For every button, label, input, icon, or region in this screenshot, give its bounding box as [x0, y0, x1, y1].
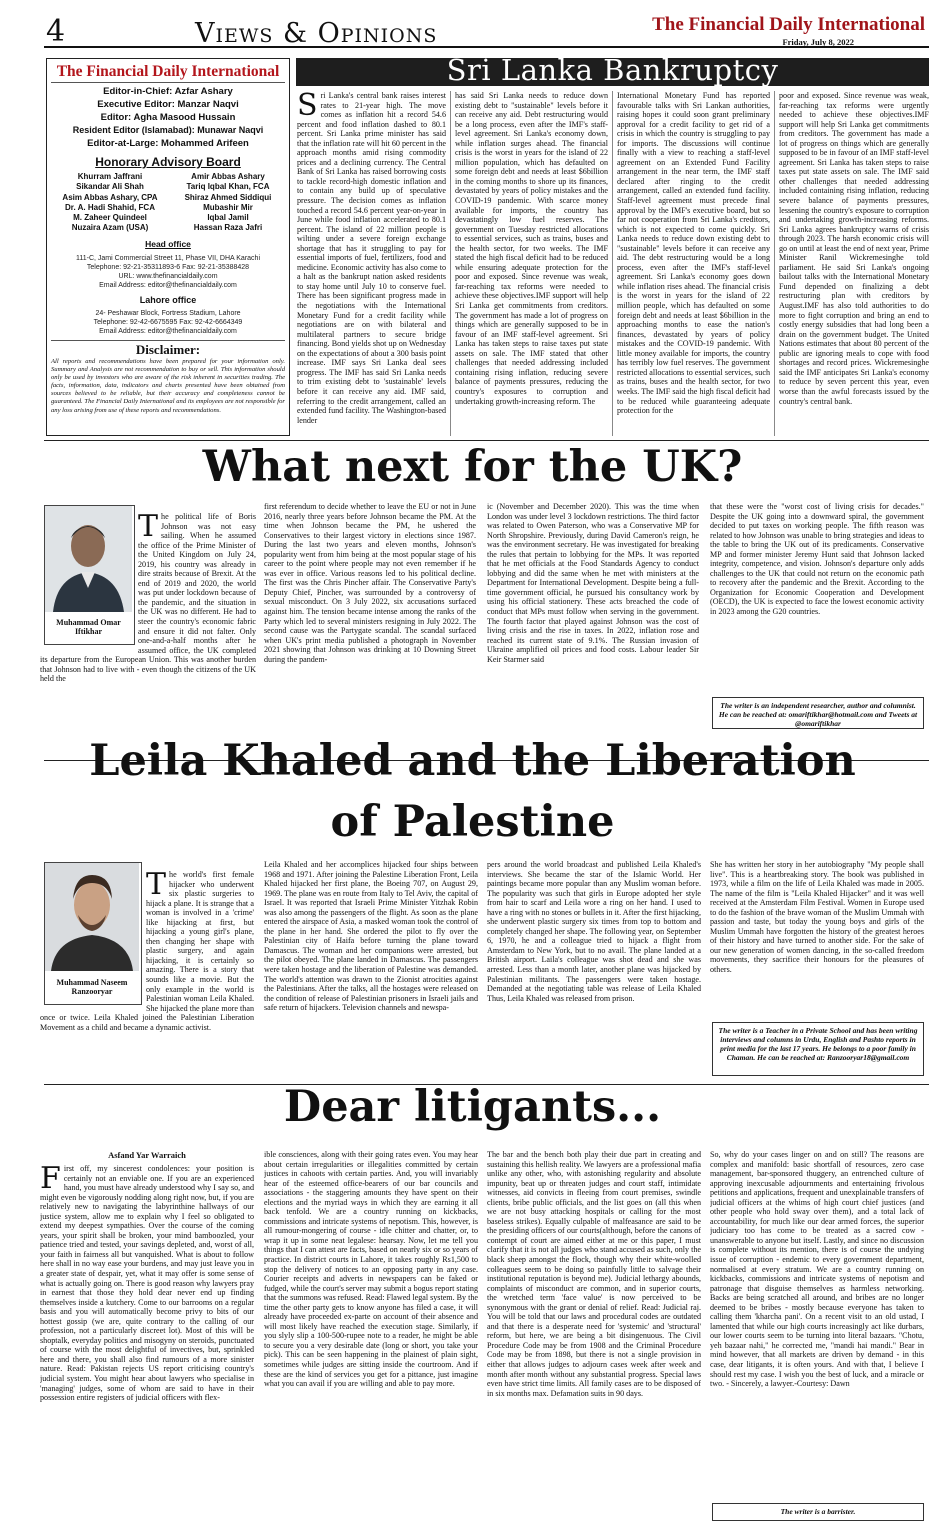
masthead-staff	[47, 85, 289, 150]
header-paper-name: The Financial Daily International	[652, 14, 925, 35]
board-member: Dr. A. Hadi Shahid, FCA	[65, 202, 155, 212]
disclaimer-title: Disclaimer:	[135, 342, 201, 357]
address-line: Email Address: editor@thefinancialdaily.com	[99, 328, 237, 335]
advisory-board-title: Honorary Advisory Board	[95, 155, 241, 169]
staff-line: Resident Editor (Islamabad): Munawar Naqvi	[72, 125, 264, 135]
address-line: Telephone: 92-21-35311893-6 Fax: 92-21-35388428	[86, 264, 250, 271]
dropcap: S	[297, 91, 318, 123]
litigants-column-2: ible consciences, along with their going rates even. You may hear about certain irregularities or illegalities committed by certain justices in cahoots with certain parties. And, you will invariably hear of the esteemed office-bearers of our bar councils and associations - the staggering amounts they have spent on their elections and the myriad ways in which they are earning it all back tenfold. We are a country running on kickbacks, commissions and intricate systems of nepotism. This, however, is all rumour-mongering of course - idle chitter and chatter, or, to wrap it up in some neat legalese: hearsay. Now, let me tell you things that I can attest are facts, based on nearly six or so years of practice. In district courts in Lahore, it takes roughly Rs1,500 to stop the delivery of notices to an opposing party in any case. Courier receipts and adverts in newspapers can be faked or fudged, while the court's server may submit a bogus report stating that the summons was refused. Read: Flawed legal system. By the time the other party gets to know anyone has filed a case, it will already have proceeded ex-parte on account of their absence and will most likely have reached the execution stage. Similarly, if you slyly slip a 100-500-rupee note to a reader, he might be able to secure you a very desirable date (long or short, you take your pick). This can be seen happening in the plainest of plain sight, sometimes while judges are sitting inside the courtroom. And if these are the kind of services you get for a pittance, just imagine what you can avail if you are willing and able to pay more.	[264, 1150, 478, 1389]
leila-column-3: pers around the world broadcast and published Leila Khaled's interviews. She became the star of the Islamic World. Her paintings became more popular than any Muslim woman before. The popularity was such that girls in Europe adopted her style from hair to scarf and Leila wore a ring on her hand. I used to have a ring with no stones or bullets in it. After the first hijacking, she underwent plastic surgery six times from top to bottom and completely changed her shape. The following year, on September 6, 1970, he and a colleague tried to hijack a flight from Amsterdam to New York, but to no avail. The plane landed at a British airport. Laila's colleague was shot dead and she was arrested. Less than a month later, another plane was hijacked by Palestinian militants. The passengers were taken hostage. Demanded at the negotiating table was release of Leila Khaled Thus, Leila Khaled was released from prison.	[487, 860, 701, 1003]
author-name: Muhammad Naseem Ranzooryar	[56, 978, 128, 997]
board-member: Mubashir Mir	[203, 202, 253, 212]
board-member: Hassan Raza Jafri	[193, 223, 263, 233]
column-rule	[774, 91, 775, 436]
board-member: Amir Abbas Ashary	[191, 172, 265, 181]
divider	[51, 340, 285, 341]
srilanka-column-1	[297, 91, 446, 436]
board-member: Asim Abbas Ashary, CPA	[62, 192, 158, 202]
litigants-author: Asfand Yar Warraich	[108, 1150, 186, 1160]
photo-spacer	[40, 512, 138, 650]
leila-column-1-text: he world's first female hijacker who underwent six plastic surgeries to hijack a plane. It is strange that a woman is involved in a 'crime' like hijacking at first, but hijacking a young girl's plane, then changing her shape with plastic surgery, and again hijacking, it is certainly so amazing. There is a story that sounds like a movie. But the only example in the world is Palestinian woman Leila Khaled. She hijacked the plane more than once or twice. Leila Khaled joined the Palestinian Liberation Movement as a child and became a dynamic activist.	[40, 870, 254, 1032]
uk-column-4: that these were the "worst cost of living crisis for decades." Despite the UK going into a downward spiral, the government decided to put taxes on working people. The fifth reason was related to how Johnson was unable to bring strategies and ideas to the table to bring the UK out of its predicaments. Conservative MP and former minister Jeremy Hunt said that Johnson lacked integrity, competence, and vision. Johnson's departure only adds challenges to the UK that could not return on the economic path to recovery after the pandemic and the Brexit. According to the Organization for Economic Cooperation and Development (OECD), the UK is expected to face the lowest economic activity in 2023 among the G20 countries.	[710, 502, 924, 617]
lahore-office-title: Lahore office	[139, 295, 197, 305]
dropcap: T	[138, 512, 159, 544]
header-date: Friday, July 8, 2022	[782, 37, 854, 47]
board-member: Tariq Iqbal Khan, FCA	[186, 182, 270, 192]
srilanka-column-2: has said Sri Lanka needs to reduce down existing debt to "sustainable" levels before it can receive any aid. Debt restructuring would be a long process, even after the IMF's staff-level agreement. Sri Lanka's economy down, while inflation surges ahead. The financial crisis is the worst in years for the island of 22 million population, which has defaulted on some foreign debt and needs at least $6billion in the coming months to shore up its finances, devastated by years of policy mistakes and the COVID-19 pandemic. With scarce money available for imports, the country has devastatingly low fuel reserves. The government on Tuesday restricted allocations to essential services, such as trains, buses and the health sector, for two weeks. The IMF stated the high fiscal deficit had to be reduced while ensuring adequate protection for the poor and exposed. Since revenue was weak, far-reaching tax reforms were needed to achieve these objectives.IMF support will help Sri Lanka get commitments from creditors. The government has made a lot of progress on things which are generally supposed to be in favour of an IMF staff-level agreement. Sri Lanka has taken steps to raise taxes put state assets on sale. The IMF stated that other challenges that needed addressing included containing rising inflation, reducing severe balance of payments pressures, reducing the country's exposures to corruption and undertaking growth-increasing reform. The	[455, 91, 608, 406]
column-rule	[450, 91, 451, 436]
address-line: Telephone: 92-42-6675595 Fax: 92-42-6664349	[93, 319, 243, 326]
section-rule	[44, 440, 929, 441]
advisory-board-right	[169, 172, 287, 234]
litigants-column-1	[40, 1164, 254, 1522]
disclaimer-text: All reports and recommendations have been prepared for your information only. Summary and Analysis are not recommendation to buy or sell. This information should only be used by investors who are aware of the risk inherent in securities trading. The facts, information, data, indicators and charts presented have been obtained from sources believed to be reliable, but their accuracy and completeness cannot be guaranteed. The Financial Daily International and its employees are not responsible for any loss arising from use of these reports and recommendations.	[51, 358, 285, 414]
section-title: Views & Opinions	[195, 18, 438, 49]
board-member: Shiraz Ahmed Siddiqui	[184, 192, 272, 202]
head-office-address	[47, 254, 289, 290]
leila-column-1	[40, 870, 254, 1050]
author-name: Muhammad Omar Iftikhar	[56, 618, 121, 637]
head-office-title: Head office	[145, 239, 191, 249]
uk-column-3: ic (November and December 2020). This was the time when London was under level 3 lockdown restrictions. The third factor was related to Owen Paterson, who was a Conservative MP for North Shropshire. Previously, during David Cameron's reign, he was the environment secretary. He was investigated for breaking the rules that pertain to lobbying for the MPs. It was reported that he met officials at the Food Standards Agency to conduct lobbying and did the same when he met with ministers at the Department for International Development. Despite being a full-time government official, he pursued his consultancy work by using his official stationery. These acts breached the code of conduct that MPs must follow when serving in the government. The fourth factor that played against Johnson was the cost of living crisis and the rise in taxes. In 2022, inflation rose and reached its current state of 9.1%. The Russian invasion of Ukraine amplified oil prices and food costs. Labour leader Sir Keir Starmer said	[487, 502, 699, 664]
lahore-office-address	[47, 309, 289, 336]
uk-column-1-text: he political life of Boris Johnson was not easy sailing. When he assumed the office of the Prime Minister of the United Kingdom on July 24, 2019, his country was already in dire straits because of Brexit. At the end of 2019 and 2020, the world was put under lockdown because of the pandemic, and the situation in the UK was no different. He had to steer the country's economic fabric and ensure it did not falter. Only one-and-a-half months after he assumed office, the UK completed its departure from the European Union. This was another burden that Johnson had to live with - even though the citizens of the UK held the	[40, 512, 256, 684]
litigants-author-bio: The writer is a barrister.	[712, 1503, 924, 1521]
board-member: Sikandar Ali Shah	[76, 182, 144, 192]
litigants-column-4: So, why do your cases linger on and on still? The reasons are complex and manifold: basic shortfall of resources, zero case management, bar-sponsored thuggery, an entrenched culture of approving inexcusable adjournments and entertaining frivolous petitions and applications, frequent and unexplainable transfers of judicial officers at the whims of high court chief justices (and other people who hold sway over them), and a total lack of accountability, for much like our dear armed forces, the superior judiciary too has come to be treated as a sacred cow - unanswerable to anyone but itself. Lastly, and since no discussion is complete without its mention, there is of course the undying issue of corruption - endemic to every government department, normalised at every stratum. We are a country running on kickbacks, commissions and intricate systems of nepotism and patronage that disguise themselves as harmless networking. Backs are being scratched all around, and bribes are no longer deemed to be bribes - mostly because everyone has taken to calling them 'kharcha pani'. On a recent visit to an old ustad, I lamented that while our high courts increasingly act like durbars, our lower courts seem to be turning into literal bazaars. "Chotu, yeh bazaar nahi," he corrected me, "mandi hai mandi." Bear in mind however, that all markets are driven by demand - in this case, dear litigants, it is often yours. And with that, I believe I should rest my case. I wish you the best of luck, and a miracle or two. - Sincerely, a lawyer.-Courtesy: Dawn	[710, 1150, 924, 1389]
srilanka-column-1-text: ri Lanka's central bank raises interest rates to 21-year high. The move comes as inflation hit a record 54.6 percent and food inflation dashed to 80.1 percent. Sri Lanka prime minister has said that the inflation rate will hit 60 percent in the approach months amid rising commodity prices and a declining currency. The Central Bank of Sri Lanka has raised borrowing costs to tackle record-high domestic inflation and to contain any build up of speculative pressure. The decision comes as inflation touched a record 54.6 percent year-on-year in June while food inflation accelerated to 80.1 percent. The island of 22 million people is wilting under a severe foreign exchange shortage that has it struggling to pay for essential imports of fuel, fertilizers, food and medicine. Economic activity has also come to a halt as the bankrupt nation asked residents to stay home until July 10 to conserve fuel. There has been significant progress made in the negotiations with the International Monetary Fund for a credit facility while negotiations are on with bilateral and multilateral partners to secure bridge financing. Bond yields shot up on Wednesday on the expectations of about a 300 basis point increase. IMF says Sri Lanka deal sees progress. The IMF has said Sri Lanka needs to trim existing debt to 'sustainable' levels before it can receive any aid. IMF said, referring to the credit arrangement, called an extended fund facility. The Washington-based lender	[297, 91, 446, 425]
leila-author-bio: The writer is a Teacher in a Private School and has been writing interviews and columns in Urdu, English and Pashto reports in print media for the last 17 years. He belongs to a poor family in Chaman. He can be reached at: Ranzooryar18@gmail.com	[712, 1022, 924, 1076]
uk-column-2: first referendum to decide whether to leave the EU or not in June 2016, nearly three years before Johnson became the PM. At the time when Johnson became the PM, he ushered the Conservatives to their largest victory in elections since 1987. During the last two years and eleven months, Johnson's popularity went from him being at the most popular stage of his career to the point where people may not even remember if he was ever in office. Various reasons led to his political decline. The first was the Chris Pincher affair. The Conservative Party's Deputy Chief, Pincher, was surrounded by a controversy of sexual misconduct. On 3 July 2022, six accusations surfaced against him. The tension became intense among the ranks of the Party which led to several ministers resigning in July 2022. The second cause was the Partygate scandal. The scandal surfaced when UK's print media published a photograph in November 2021 showing that Johnson was drinking at 10 Downing Street during the pandem-	[264, 502, 476, 664]
leila-column-4: She has written her story in her autobiography "My people shall live". This is a heartbreaking story. The book was published in 1973, while a film on the life of Leila Khaled was made in 2005. The name of the film is "Leila Khaled Hijacker" and it was well received at the Amsterdam Film Festival. Women in Europe used to do the fashion of the brave woman of the Muslim Ummah with passion and taste, but today the young boys and girls of the Muslim Ummah have forgotten the history of the greatest heroes of their history and have turned to another side. For the sake of our new generation of women dancing, in the so-called freedom movements, they sacrifice their honours for the pleasures of others.	[710, 860, 924, 975]
litigants-column-3: The bar and the bench both play their due part in creating and sustaining this hellish reality. We lawyers are a professional mafia unlike any other, who, with astonishing regularity and absolute impunity, beat up or threaten judges and court staff, intimidate witnesses, aid convicts in fleeing from court premises, swindle clients, bribe public officials, and the list goes on (all this when we are not busy attacking hospitals or calling for the most baseless strikes). Equally culpable of malfeasance are said to be the presiding officers of our courts(although, before the canons of contempt of court are aimed either at me or this paper, I must clarify that it is not all judges who stand accused as such, only the black sheep amongst the flock, though why their white-woolled colleagues seem to be doing so painfully little to salvage their institutional reputation is beyond me). Judicial lethargy abounds, complaints of misconduct are common, and in superior courts, the wretched term 'face value' is now perceived to be synonymous with the grant or denial of relief. Read: Judicial raj. You will be told that our laws and procedural codes are outdated and that there is a desperate need for 'systemic' and 'structural' reform, but here, we are being a bit disingenuous. The Civil Procedure Code may be from 1908 and the Criminal Procedure Code may be from 1898, but there is not a single provision in either that allows judges to adjourn cases week after week and month after month without any substantial progress. Special laws even have strict time limits. All family cases are to be disposed of in six months max. Defamation suits in 90 days.	[487, 1150, 701, 1398]
uk-headline: What next for the UK?	[202, 442, 743, 492]
uk-author-bio: The writer is an independent researcher, author and columnist. He can be reached at: omariftikhar@hotmail.com and Tweets at @omariftikhar	[712, 697, 924, 729]
dropcap: F	[40, 1164, 61, 1196]
page-number: 4	[46, 14, 66, 49]
divider	[51, 82, 285, 83]
srilanka-column-3: International Monetary Fund has reported favourable talks with Sri Lankan authorities, raising hopes it could soon grant preliminary approval for a credit facility to get rid of a crisis in which the country is struggling to pay for imports. The discussions will continue finally with a view to reaching a staff-level agreement on an Extended Fund Facility arrangement in the near term, the IMF staff declared after ringing to the credit arrangement, called an extended fund facility. Staff-level agreement must precede final approval by the IMF's executive board, but so far not cooperation from Sri Lanka's creditors, which is not expected to come quickly. Sri Lanka needs to reduce down existing debt to "sustainable" levels before it can receive any aid. The debt restructuring would be a long process, even after the IMF's staff-level agreement. Sri Lanka's economy goes down while inflation rises ahead. The financial crisis is the worst in years for the island of 22 million people, which has defaulted on some foreign debt and needs at least $6billion in the approaching months to ease the nation's finances, devastated by years of policy mistakes and the COVID-19 pandemic. With little money available for imports, the country has terribly low fuel reserves. The government restricted allocations to essential services, such as trains, buses and the health sector, for two weeks. The IMF said the high fiscal deficit had to be reduced while guaranteeing adequate protection for the	[617, 91, 770, 416]
leila-headline-line-1: Leila Khaled and the Liberation	[89, 736, 856, 786]
masthead-box	[46, 58, 290, 436]
staff-line: Editor: Agha Masood Hussain	[100, 112, 236, 123]
header-rule	[44, 46, 929, 48]
advisory-board-left	[51, 172, 169, 234]
litigants-column-1-text: irst off, my sincerest condolences: your position is certainly not an enviable one. If you are an experienced hand, you must have already understood why I say so, and might even be vigorously nodding along right now, but, if you are relatively new to navigating the labyrinthine hallways of our justice system, allow me to explain why I feel so obligated to extend my deepest sympathies. Over the course of the coming years, your spirit shall be broken, your mind bamboozled, your patience tried and tested, your savings depleted, and, worst of all, your faith in fairness all but vanquished. What is about to follow here shall in no way ease your burdens, and may just leave you in a greater state of despair, yet, what it may offer is some sense of what is actually going on. There is good reason why lawyers pray in earnest that those they hold dear never end up finding themselves inside a kutchery. Come to our barrooms on a regular basis and you will automatically become privy to bits of our hottest gossip (we are, quite contrary to the calling of our profession, not a particularly discreet lot). Most of this will be shoptalk, everyday politics and misogyny on steroids, punctuated of course with the most delightful of invectives, but, sprinkled here and there, you shall also find rumours of a more sinister nature. Read: Pakistan rejects US report criticising country's judicial system. You might hear about lawyers who specialise in 'managing' judges, some of whom are said to have in their possession entire registers of judicial officers with flex-	[40, 1164, 254, 1403]
photo-spacer	[40, 870, 146, 1012]
address-line: 24- Peshawar Block, Fortress Stadium, Lahore	[95, 310, 241, 317]
leila-column-2: Leila Khaled and her accomplices hijacked four ships between 1968 and 1971. After joining the Palestine Liberation Front, Leila Khaled hijacked her first plane, the Boeing 707, on August 29, 1969. The plane was en route from Italy to Tel Aviv, the capital of Israel. It was reported that Israeli Prime Minister Yitzhak Robin was also among the passengers of the flight. As soon as the plane entered the airspace of Asia, a masked woman took the control of the plane in her hand. She ordered the pilot to fly over the Palestinian city of Haifa before turning the plane toward Damascus. The woman and her companions were arrested, but the pilot obeyed. The plane landed in Damascus. The passengers were taken hostage and the liberation of Palestine was demanded. The world's attention was drawn to the Zionist atrocities against the Palestinians. After the talks, all the hostages were released on the condition of release of Palestinian prisoners in Israeli jails and safe return of hijackers. Television channels and newspa-	[264, 860, 478, 1013]
staff-line: Editor-at-Large: Mohammed Arifeen	[87, 138, 249, 149]
staff-line: Editor-in-Chief: Azfar Ashary	[103, 86, 233, 97]
board-member: Iqbal Jamil	[207, 213, 249, 223]
address-line: Email Address: editor@thefinancialdaily.com	[99, 282, 237, 289]
column-rule	[612, 91, 613, 436]
board-member: Khurram Jaffrani	[77, 172, 143, 181]
leila-headline-line-2: of Palestine	[330, 797, 615, 847]
address-line: URL: www.thefinancialdaily.com	[118, 273, 218, 280]
board-member: Nuzaira Azam (USA)	[71, 223, 149, 233]
uk-column-1	[40, 512, 256, 756]
staff-line: Executive Editor: Manzar Naqvi	[97, 99, 239, 110]
masthead-title: The Financial Daily International	[56, 63, 280, 80]
litigants-headline: Dear litigants...	[283, 1082, 662, 1132]
srilanka-headline: Sri Lanka Bankruptcy	[446, 53, 779, 87]
address-line: 111-C, Jami Commercial Street 11, Phase VII, DHA Karachi	[75, 255, 260, 262]
dropcap: T	[146, 870, 167, 902]
srilanka-column-4: poor and exposed. Since revenue was weak, far-reaching tax reforms were urgently needed to achieve these objectives.IMF support will help Sri Lanka get commitments from creditors. The government has made a lot of progress on things which are generally supposed to be in favour of an IMF staff-level agreement. Sri Lanka has taken steps to raise taxes put state assets on sale. The IMF said other challenges that needed addressing included containing rising inflation, reducing severe balance of payments pressures, lessening the country's exposure to corruption and undertaking growth-increasing reforms. Sri Lanka agrees bankruptcy warns of crisis through 2023. The harsh economic crisis will go on until at least the end of next year, Prime Minister Ranil Wickremesinghe told parliament. He said Sri Lanka's ongoing bailout talks with the International Monetary Fund depended on finalizing a debt restructuring plan with creditors by August.IMF has also told authorities to do more to fight corruption and bring an end to costly energy subsidies that had long been a drain on the government budget. The United Nations estimates that about 80 percent of the public are ignoring meals to cope with food shortages and record prices. Wickremesinghe said the IMF anticipates Sri Lanka's economy to reduce by seven percent this year, even worse than the awful forecasts issued by the country's central bank.	[779, 91, 929, 406]
board-member: M. Zaheer Quindeel	[73, 213, 147, 223]
